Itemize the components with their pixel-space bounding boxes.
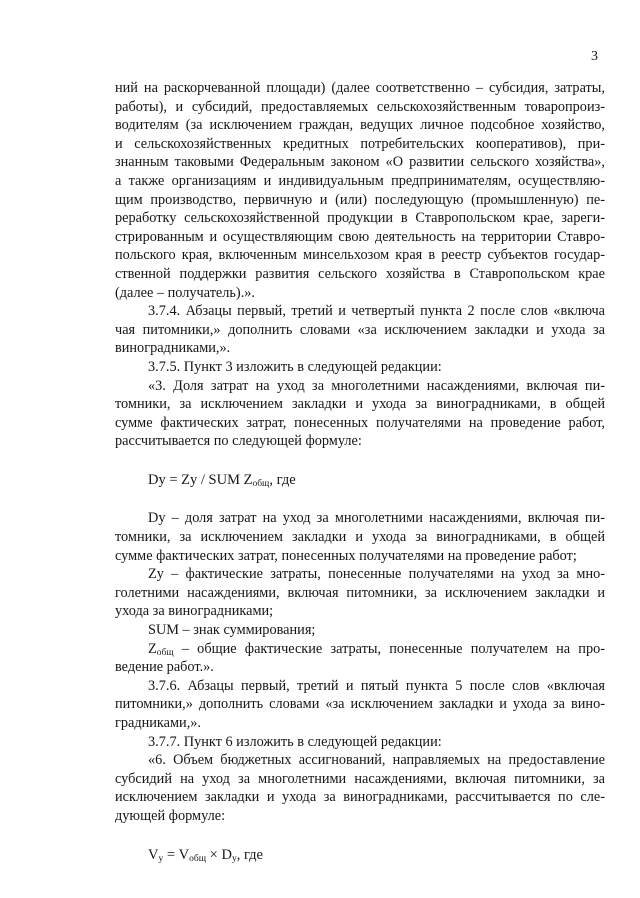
text-line: 3.7.6. Абзацы первый, третий и пятый пункта 5 после слов «включая (148, 677, 605, 694)
text-line: «3. Доля затрат на уход за многолетними насаждениями, включая пи- (148, 377, 605, 394)
text-line: «6. Объем бюджетных ассигнований, направляемых на предоставление (148, 752, 605, 769)
text-line: 3.7.4. Абзацы первый, третий и четвертый пункта 2 после слов «включа (148, 303, 605, 320)
text-line: рассчитывается по следующей формуле: (115, 433, 362, 450)
paragraph-3-7-6 (115, 677, 605, 733)
text-line: виноградниками,». (115, 340, 231, 357)
text-line: ухода за виноградниками; (115, 603, 274, 620)
text-line: ний на раскорчеванной площади) (далее соответственно – субсидия, затраты, (115, 80, 605, 96)
text-line: Zy – фактические затраты, понесенные получателями на уход за мно- (148, 566, 605, 583)
formula-dy: Dy = Zy / SUM $Z_{общ}$, где (148, 471, 296, 489)
text-line: голетними насаждениями, включая питомники, за исключением закладки и (115, 584, 605, 601)
text-line: питомники,» дополнить словами «за исключением закладки и ухода за вино- (115, 696, 605, 713)
text-line: субсидий на уход за многолетними насаждениями, включая питомники, за (115, 770, 605, 787)
text-line: польского края, включенным минсельхозом края в реестр субъектов государ- (115, 247, 605, 264)
text-line: томники, за исключением закладки и ухода за виноградниками, в общей (115, 529, 605, 546)
paragraph-point-6 (115, 751, 605, 825)
text-line: ственной поддержки развития сельского хозяйства в Ставропольском крае (115, 265, 605, 282)
text-line: SUM – знак суммирования; (148, 622, 316, 639)
text-line: ведение работ.». (115, 659, 214, 676)
text-line: знанным таковыми Федеральным законом «О развитии сельского хозяйства», (115, 154, 605, 171)
text-line: и сельскохозяйственных кредитных потребительских кооперативов), при- (115, 135, 605, 152)
text-line: щим производство, первичную и (или) последующую (промышленную) пе- (115, 191, 605, 208)
definition-sum (115, 621, 605, 640)
text-line: сумме фактических затрат, понесенных получателями на проведение работ; (115, 547, 577, 564)
paragraph-3-7-4 (115, 302, 605, 358)
text-line: исключением закладки и ухода за виноградниками, рассчитывается по сле- (115, 789, 605, 806)
paragraph-continuation (115, 79, 605, 302)
definition-zy (115, 565, 605, 621)
text-line: а также организациям и индивидуальным предпринимателям, осуществляю- (115, 172, 605, 189)
text-line: (далее – получатель).». (115, 284, 255, 301)
text-line: томники, за исключением закладки и ухода за виноградниками, в общей (115, 396, 605, 413)
text-line: 3.7.5. Пункт 3 изложить в следующей редакции: (148, 358, 442, 375)
text-line: работы), и субсидий, предоставляемых сельскохозяйственным товаропроиз- (115, 98, 605, 115)
text-line: стрированным и осуществляющим свою деятельность на территории Ставро- (115, 228, 605, 245)
text-line: сумме фактических затрат, понесенных получателями на проведение работ, (115, 414, 605, 431)
definition-dy (115, 509, 605, 565)
text-line: чая питомники,» дополнить словами «за исключением закладки и ухода за (115, 321, 605, 338)
text-line: дующей формуле: (115, 807, 226, 824)
definition-z-total (115, 640, 605, 677)
text-line: градниками,». (115, 715, 202, 731)
text-line: 3.7.7. Пункт 6 изложить в следующей редакции: (148, 733, 442, 750)
formula-vy: $V_у = V_{общ} \times D_у$, где (148, 846, 263, 864)
document-body (115, 79, 605, 864)
text-line: Dy – доля затрат на уход за многолетними насаждениями, включая пи- (148, 510, 605, 527)
text-line: реработку сельскохозяйственной продукции в Ставропольском крае, зареги- (115, 210, 605, 227)
page-number: 3 (591, 49, 598, 64)
paragraph-3-7-5 (115, 358, 605, 377)
paragraph-point-3 (115, 377, 605, 451)
paragraph-3-7-7 (115, 733, 605, 752)
text-line: $Z_{общ}$ – общие фактические затраты, понесенные получателем на про- (148, 640, 605, 658)
text-line: водителям (за исключением граждан, ведущих личное подсобное хозяйство, (115, 117, 605, 134)
